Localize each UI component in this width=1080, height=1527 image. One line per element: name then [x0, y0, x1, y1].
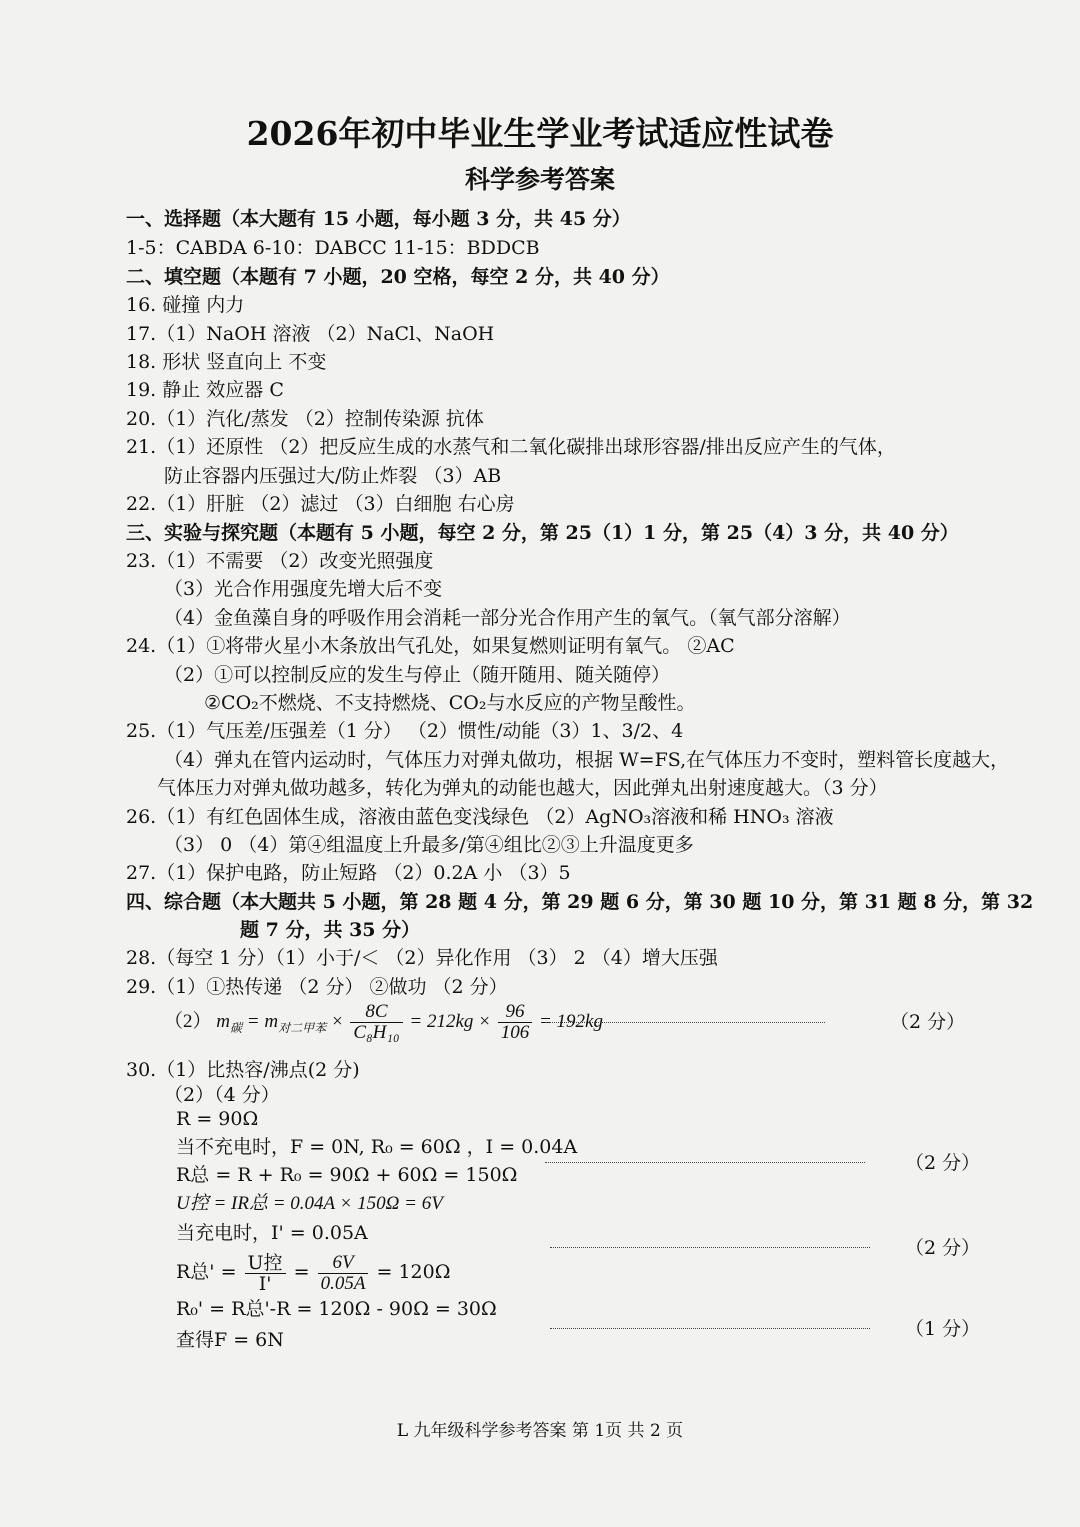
dotted-leader: [545, 1022, 825, 1023]
answer-line: 28.（每空 1 分）（1）小于/＜ （2）异化作用 （3） 2 （4）增大压强: [126, 947, 718, 969]
q30-step: 查得F = 6N: [176, 1329, 284, 1351]
answer-line: 20.（1）汽化/蒸发 （2）控制传染源 抗体: [126, 408, 484, 430]
answer-line: 17.（1）NaOH 溶液 （2）NaCl、NaOH: [126, 323, 495, 345]
answer-line: （2）①可以控制反应的发生与停止（随开随用、随关随停）: [164, 664, 671, 686]
answer-line: 二、填空题（本题有 7 小题，20 空格，每空 2 分，共 40 分）: [126, 266, 670, 288]
score-label: （2 分）: [905, 1152, 981, 1174]
dotted-leader: [545, 1162, 865, 1163]
q30-fraction-formula: R总' = $\frac{\text{U控}}{I'}$ = $\frac{6V}{0.05A}$ = 120Ω: [176, 1251, 451, 1295]
score-label: （1 分）: [905, 1318, 981, 1340]
answer-line: （4）金鱼藻自身的呼吸作用会消耗一部分光合作用产生的氧气。（氧气部分溶解）: [164, 607, 851, 629]
answer-line: 30.（1）比热容/沸点(2 分): [126, 1059, 360, 1081]
answer-line: 一、选择题（本大题有 15 小题，每小题 3 分，共 45 分）: [126, 208, 631, 230]
answer-line: 三、实验与探究题（本题有 5 小题，每空 2 分，第 25（1）1 分，第 25（4）3 分，共 40 分）: [126, 522, 959, 544]
q30-step: R = 90Ω: [176, 1108, 259, 1130]
q30-step: R总 = R + R₀ = 90Ω + 60Ω = 150Ω: [176, 1164, 518, 1186]
answer-line: 25.（1）气压差/压强差（1 分） （2）惯性/动能（3）1、3/2、4: [126, 720, 684, 742]
q30-step: 当不充电时，F = 0N, R₀ = 60Ω ，I = 0.04A: [176, 1136, 578, 1158]
answer-line: 29.（1）①热传递 （2 分） ②做功 （2 分）: [126, 976, 508, 998]
answer-line: 防止容器内压强过大/防止炸裂 （3）AB: [164, 465, 502, 487]
answer-line: 题 7 分，共 35 分）: [240, 919, 421, 941]
q30-step: U控 = IR总 = 0.04A × 150Ω = 6V: [176, 1193, 443, 1214]
dotted-leader: [550, 1247, 870, 1248]
page-subtitle: 科学参考答案: [464, 165, 615, 194]
answer-line: 四、综合题（本大题共 5 小题，第 28 题 4 分，第 29 题 6 分，第 30 题 10 分，第 31 题 8 分，第 32: [126, 891, 1034, 913]
page-footer: L 九年级科学参考答案 第 1页 共 2 页: [396, 1421, 684, 1441]
answer-line: （4）弹丸在管内运动时，气体压力对弹丸做功，根据 W=FS,在气体压力不变时，塑料管长度越大，: [164, 749, 1010, 771]
answer-line: 1-5：CABDA 6-10：DABCC 11-15：BDDCB: [126, 237, 540, 259]
answer-line: 19. 静止 效应器 C: [126, 379, 284, 401]
q30-step: 当充电时，I' = 0.05A: [176, 1222, 368, 1244]
answer-line: 气体压力对弹丸做功越多，转化为弹丸的动能也越大，因此弹丸出射速度越大。（3 分）: [157, 777, 888, 799]
answer-line: ②CO₂不燃烧、不支持燃烧、CO₂与水反应的产物呈酸性。: [204, 692, 696, 714]
score-label: （2 分）: [890, 1011, 966, 1033]
answer-line: （3） 0 （4）第④组温度上升最多/第④组比②③上升温度更多: [164, 834, 694, 856]
q29-formula: （2） $m_碳 = m_{对二甲苯}$ × $\frac{8C}{\text{C₈H₁₀}}$ = 212kg × $\frac{96}{106}$ = 192kg: [164, 1001, 603, 1044]
answer-line: 18. 形状 竖直向上 不变: [126, 351, 327, 373]
q30-step: R₀' = R总'-R = 120Ω - 90Ω = 30Ω: [176, 1298, 497, 1320]
answer-line: 22.（1）肝脏 （2）滤过 （3）白细胞 右心房: [126, 493, 515, 515]
answer-line: 23.（1）不需要 （2）改变光照强度: [126, 550, 434, 572]
page-title: 2026年初中毕业生学业考试适应性试卷: [246, 114, 834, 153]
answer-line: （3）光合作用强度先增大后不变: [164, 578, 443, 600]
dotted-leader: [550, 1328, 870, 1329]
answer-line: 26.（1）有红色固体生成，溶液由蓝色变浅绿色 （2）AgNO₃溶液和稀 HNO₃ 溶液: [126, 806, 834, 828]
answer-line: 21.（1）还原性 （2）把反应生成的水蒸气和二氧化碳排出球形容器/排出反应产生的气体，: [126, 436, 896, 458]
answer-line: （2）（4 分）: [164, 1084, 280, 1106]
answer-line: 27.（1）保护电路，防止短路 （2）0.2A 小 （3）5: [126, 862, 571, 884]
answer-line: 24.（1）①将带火星小木条放出气孔处，如果复燃则证明有氧气。 ②AC: [126, 635, 735, 657]
score-label: （2 分）: [905, 1237, 981, 1259]
answer-line: 16. 碰撞 内力: [126, 294, 245, 316]
